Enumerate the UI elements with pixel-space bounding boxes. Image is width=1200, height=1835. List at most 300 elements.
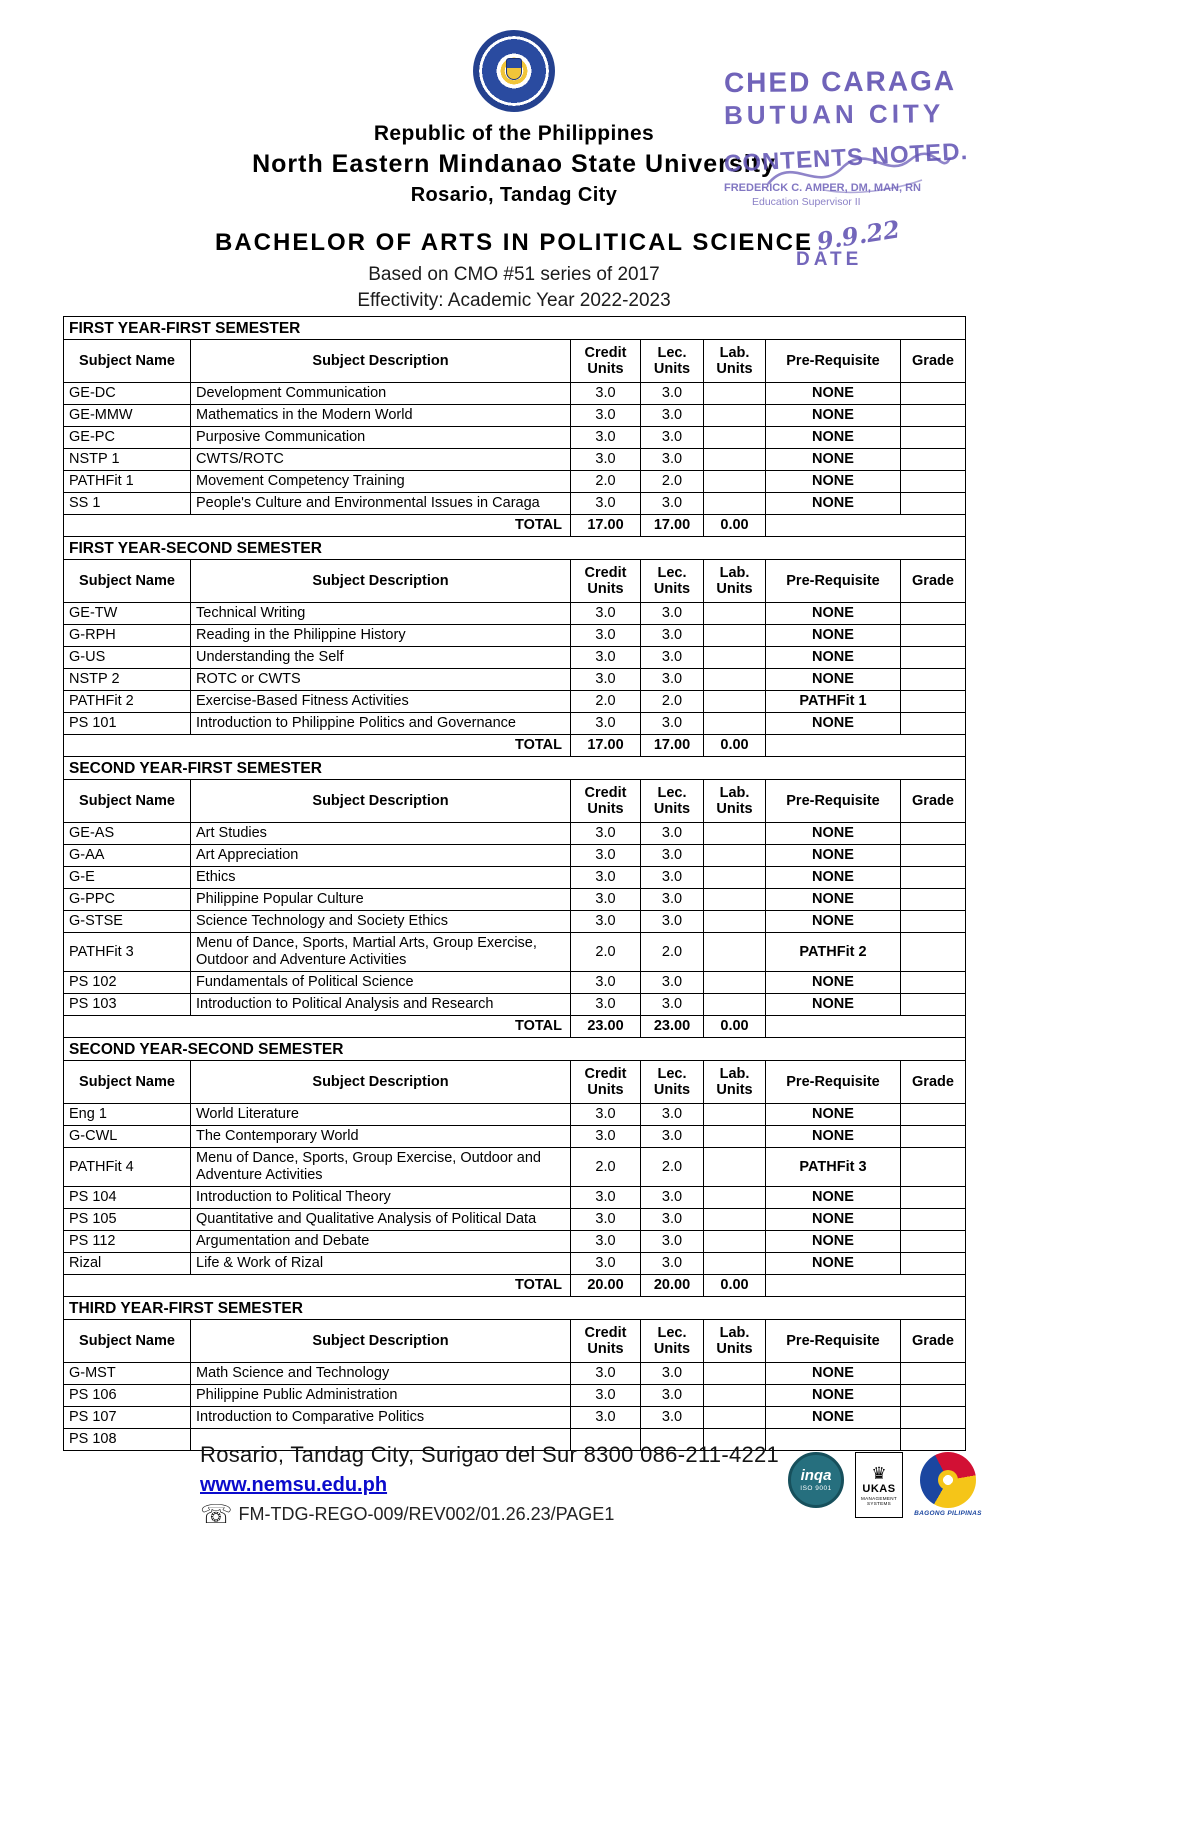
grade [901, 823, 966, 845]
subject-description: Science Technology and Society Ethics [191, 911, 571, 933]
column-header: Subject Description [191, 780, 571, 823]
subject-description: Argumentation and Debate [191, 1231, 571, 1253]
lab-units [704, 647, 766, 669]
grade [901, 1104, 966, 1126]
credit-units: 3.0 [571, 845, 641, 867]
section-title: FIRST YEAR-SECOND SEMESTER [64, 537, 966, 560]
subject-description: People's Culture and Environmental Issues in Caraga [191, 493, 571, 515]
inqa-name: inqa [800, 1467, 832, 1484]
pre-requisite: NONE [766, 845, 901, 867]
semester-section-row [64, 757, 966, 780]
subject-row [64, 405, 966, 427]
subject-name: SS 1 [64, 493, 191, 515]
subject-name: G-RPH [64, 625, 191, 647]
republic-line: Republic of the Philippines [373, 122, 655, 145]
subject-name: PS 102 [64, 972, 191, 994]
section-title: FIRST YEAR-FIRST SEMESTER [64, 317, 966, 340]
column-header: Grade [901, 1061, 966, 1104]
curriculum-table [63, 316, 966, 1451]
grade [901, 405, 966, 427]
credit-units: 3.0 [571, 1209, 641, 1231]
column-header: Pre-Requisite [766, 780, 901, 823]
inqa-circle-icon [788, 1452, 844, 1508]
grade [901, 713, 966, 735]
subject-row [64, 994, 966, 1016]
subject-row [64, 1148, 966, 1187]
lec-units: 2.0 [641, 1148, 704, 1187]
grade [901, 972, 966, 994]
subject-description: Quantitative and Qualitative Analysis of Political Data [191, 1209, 571, 1231]
subject-description: Math Science and Technology [191, 1363, 571, 1385]
lec-units: 3.0 [641, 1104, 704, 1126]
subject-description: Purposive Communication [191, 427, 571, 449]
lab-units [704, 1148, 766, 1187]
subject-description: World Literature [191, 1104, 571, 1126]
subject-row [64, 471, 966, 493]
total-empty-cell [766, 1275, 966, 1297]
subject-row [64, 1187, 966, 1209]
subject-row [64, 972, 966, 994]
pre-requisite: NONE [766, 1104, 901, 1126]
lab-units [704, 493, 766, 515]
lab-units [704, 889, 766, 911]
credit-units: 3.0 [571, 603, 641, 625]
column-header: Subject Name [64, 340, 191, 383]
ukas-badge [855, 1452, 903, 1518]
column-header: Pre-Requisite [766, 1320, 901, 1363]
lec-units: 2.0 [641, 933, 704, 972]
lab-units [704, 713, 766, 735]
pre-requisite: NONE [766, 889, 901, 911]
inqa-iso-badge [788, 1452, 846, 1508]
subject-row [64, 867, 966, 889]
lec-units: 3.0 [641, 1407, 704, 1429]
pre-requisite: PATHFit 2 [766, 933, 901, 972]
program-title: BACHELOR OF ARTS IN POLITICAL SCIENCE [214, 229, 813, 256]
grade [901, 1187, 966, 1209]
subject-row [64, 1209, 966, 1231]
subject-description: Introduction to Political Analysis and Research [191, 994, 571, 1016]
semester-section-row [64, 1038, 966, 1061]
total-row [64, 735, 966, 757]
credit-units: 2.0 [571, 691, 641, 713]
lab-units [704, 1253, 766, 1275]
total-empty-cell [766, 735, 966, 757]
credit-units: 3.0 [571, 867, 641, 889]
lab-units [704, 1385, 766, 1407]
lab-units [704, 603, 766, 625]
column-header: Lab. Units [704, 1061, 766, 1104]
lec-units: 3.0 [641, 1385, 704, 1407]
lab-units [704, 1126, 766, 1148]
grade [901, 911, 966, 933]
subject-name: GE-PC [64, 427, 191, 449]
pre-requisite: NONE [766, 1187, 901, 1209]
lec-units: 3.0 [641, 845, 704, 867]
lec-units: 3.0 [641, 493, 704, 515]
column-header-row [64, 340, 966, 383]
stamp-contents-noted: CONTENTS NOTED. [723, 138, 969, 178]
pre-requisite: NONE [766, 1209, 901, 1231]
subject-name: G-US [64, 647, 191, 669]
credit-units: 3.0 [571, 493, 641, 515]
column-header: Grade [901, 560, 966, 603]
pre-requisite: NONE [766, 383, 901, 405]
pre-requisite: PATHFit 1 [766, 691, 901, 713]
lec-units: 3.0 [641, 405, 704, 427]
column-header: Credit Units [571, 1320, 641, 1363]
university-name: North Eastern Mindanao State University [252, 150, 776, 178]
lab-units [704, 1209, 766, 1231]
grade [901, 1253, 966, 1275]
subject-name: GE-MMW [64, 405, 191, 427]
pre-requisite: NONE [766, 1126, 901, 1148]
credit-units: 3.0 [571, 713, 641, 735]
total-lab-units: 0.00 [704, 735, 766, 757]
lab-units [704, 427, 766, 449]
stamp-signatory-title: Education Supervisor II [752, 196, 861, 208]
footer-website: www.nemsu.edu.ph [200, 1474, 388, 1496]
footer-doc-code: FM-TDG-REGO-009/REV002/01.26.23/PAGE1 [238, 1503, 615, 1524]
subject-description: Introduction to Philippine Politics and Governance [191, 713, 571, 735]
pre-requisite: NONE [766, 405, 901, 427]
grade [901, 845, 966, 867]
pre-requisite: NONE [766, 449, 901, 471]
subject-name: G-STSE [64, 911, 191, 933]
column-header: Subject Description [191, 1061, 571, 1104]
subject-name: PS 108 [64, 1429, 191, 1451]
lab-units [704, 1104, 766, 1126]
credit-units: 3.0 [571, 383, 641, 405]
column-header: Credit Units [571, 780, 641, 823]
pre-requisite: NONE [766, 867, 901, 889]
lab-units [704, 867, 766, 889]
lec-units: 3.0 [641, 603, 704, 625]
subject-description: Menu of Dance, Sports, Martial Arts, Group Exercise, Outdoor and Adventure Activities [191, 933, 571, 972]
subject-row [64, 845, 966, 867]
total-lec-units: 17.00 [641, 735, 704, 757]
subject-name: G-MST [64, 1363, 191, 1385]
subject-row [64, 493, 966, 515]
pre-requisite: NONE [766, 713, 901, 735]
subject-name: G-E [64, 867, 191, 889]
grade [901, 1126, 966, 1148]
bagong-pilipinas-logo-icon [920, 1452, 976, 1508]
lab-units [704, 449, 766, 471]
grade [901, 1385, 966, 1407]
subject-row [64, 1407, 966, 1429]
grade [901, 1148, 966, 1187]
lab-units [704, 972, 766, 994]
subject-name: G-CWL [64, 1126, 191, 1148]
lec-units: 3.0 [641, 1231, 704, 1253]
subject-row [64, 933, 966, 972]
lec-units: 3.0 [641, 1253, 704, 1275]
subject-description: Fundamentals of Political Science [191, 972, 571, 994]
grade [901, 889, 966, 911]
lab-units [704, 405, 766, 427]
lec-units: 3.0 [641, 972, 704, 994]
total-lab-units: 0.00 [704, 515, 766, 537]
lab-units [704, 691, 766, 713]
grade [901, 647, 966, 669]
column-header: Lec. Units [641, 340, 704, 383]
column-header: Subject Description [191, 1320, 571, 1363]
column-header: Subject Name [64, 780, 191, 823]
column-header: Lec. Units [641, 1320, 704, 1363]
stamp-office-line2: BUTUAN CITY [723, 98, 945, 131]
total-label: TOTAL [64, 1275, 571, 1297]
semester-section-row [64, 537, 966, 560]
column-header: Credit Units [571, 340, 641, 383]
credit-units: 3.0 [571, 1187, 641, 1209]
curriculum-table-container [63, 316, 965, 1451]
city-line: Rosario, Tandag City [410, 184, 618, 206]
crown-icon: ♛ [871, 1463, 887, 1483]
subject-name: PS 101 [64, 713, 191, 735]
column-header: Lab. Units [704, 780, 766, 823]
lec-units: 3.0 [641, 713, 704, 735]
grade [901, 1407, 966, 1429]
lec-units: 3.0 [641, 669, 704, 691]
subject-row [64, 647, 966, 669]
cmo-basis-line: Based on CMO #51 series of 2017 [368, 264, 660, 285]
subject-name: PS 105 [64, 1209, 191, 1231]
certification-badges [788, 1452, 984, 1518]
lab-units [704, 994, 766, 1016]
credit-units: 3.0 [571, 1407, 641, 1429]
pre-requisite: NONE [766, 493, 901, 515]
subject-row [64, 1385, 966, 1407]
subject-name: GE-AS [64, 823, 191, 845]
subject-description: Mathematics in the Modern World [191, 405, 571, 427]
subject-row [64, 713, 966, 735]
subject-description: Movement Competency Training [191, 471, 571, 493]
lec-units: 3.0 [641, 1363, 704, 1385]
credit-units: 3.0 [571, 994, 641, 1016]
pre-requisite: NONE [766, 823, 901, 845]
total-label: TOTAL [64, 735, 571, 757]
column-header: Lec. Units [641, 780, 704, 823]
subject-name: Rizal [64, 1253, 191, 1275]
total-credit-units: 17.00 [571, 735, 641, 757]
credit-units: 2.0 [571, 471, 641, 493]
pre-requisite: NONE [766, 1407, 901, 1429]
grade [901, 625, 966, 647]
pre-requisite: NONE [766, 1231, 901, 1253]
column-header: Subject Name [64, 1061, 191, 1104]
subject-name: PS 103 [64, 994, 191, 1016]
total-credit-units: 23.00 [571, 1016, 641, 1038]
total-row [64, 1016, 966, 1038]
lec-units: 3.0 [641, 1187, 704, 1209]
subject-name: PATHFit 3 [64, 933, 191, 972]
lec-units: 3.0 [641, 449, 704, 471]
subject-name: PATHFit 1 [64, 471, 191, 493]
column-header: Grade [901, 1320, 966, 1363]
subject-description: CWTS/ROTC [191, 449, 571, 471]
column-header: Pre-Requisite [766, 560, 901, 603]
lab-units [704, 471, 766, 493]
lab-units [704, 1407, 766, 1429]
subject-name: G-PPC [64, 889, 191, 911]
pre-requisite: NONE [766, 1363, 901, 1385]
lec-units: 2.0 [641, 691, 704, 713]
column-header: Subject Name [64, 1320, 191, 1363]
grade [901, 994, 966, 1016]
pre-requisite: NONE [766, 427, 901, 449]
credit-units: 3.0 [571, 1253, 641, 1275]
footer-doccode-row [200, 1501, 779, 1527]
credit-units: 3.0 [571, 647, 641, 669]
bagong-pilipinas-label: BAGONG PILIPINAS [914, 1510, 982, 1517]
subject-description: Ethics [191, 867, 571, 889]
total-row [64, 1275, 966, 1297]
column-header: Credit Units [571, 560, 641, 603]
credit-units: 3.0 [571, 1385, 641, 1407]
column-header-row [64, 1061, 966, 1104]
subject-name: Eng 1 [64, 1104, 191, 1126]
subject-name: NSTP 2 [64, 669, 191, 691]
subject-row [64, 1253, 966, 1275]
column-header: Pre-Requisite [766, 1061, 901, 1104]
semester-section-row [64, 1297, 966, 1320]
grade [901, 383, 966, 405]
subject-row [64, 625, 966, 647]
pre-requisite: PATHFit 3 [766, 1148, 901, 1187]
lab-units [704, 1187, 766, 1209]
subject-description: Introduction to Comparative Politics [191, 1407, 571, 1429]
total-empty-cell [766, 515, 966, 537]
credit-units: 3.0 [571, 669, 641, 691]
pre-requisite: NONE [766, 911, 901, 933]
grade [901, 449, 966, 471]
column-header: Lab. Units [704, 1320, 766, 1363]
total-credit-units: 17.00 [571, 515, 641, 537]
stamp-signatory-name: FREDERICK C. AMPER, DM, MAN, RN [724, 182, 921, 194]
lab-units [704, 933, 766, 972]
subject-row [64, 1363, 966, 1385]
subject-description: Art Appreciation [191, 845, 571, 867]
credit-units: 3.0 [571, 823, 641, 845]
grade [901, 691, 966, 713]
lec-units: 2.0 [641, 471, 704, 493]
subject-row [64, 603, 966, 625]
credit-units: 3.0 [571, 449, 641, 471]
lab-units [704, 845, 766, 867]
grade [901, 1231, 966, 1253]
subject-row [64, 889, 966, 911]
column-header: Lab. Units [704, 340, 766, 383]
credit-units: 3.0 [571, 1231, 641, 1253]
fax-icon: ☏ [200, 1499, 233, 1529]
section-title: THIRD YEAR-FIRST SEMESTER [64, 1297, 966, 1320]
lec-units: 3.0 [641, 911, 704, 933]
column-header-row [64, 560, 966, 603]
section-title: SECOND YEAR-FIRST SEMESTER [64, 757, 966, 780]
subject-name: PS 104 [64, 1187, 191, 1209]
university-seal-icon [473, 30, 555, 112]
subject-description: Exercise-Based Fitness Activities [191, 691, 571, 713]
lab-units [704, 383, 766, 405]
subject-row [64, 449, 966, 471]
subject-description: Philippine Popular Culture [191, 889, 571, 911]
ukas-name: UKAS [862, 1482, 896, 1495]
subject-name: PS 106 [64, 1385, 191, 1407]
subject-name: GE-DC [64, 383, 191, 405]
total-lec-units: 17.00 [641, 515, 704, 537]
subject-row [64, 427, 966, 449]
credit-units: 3.0 [571, 889, 641, 911]
pre-requisite: NONE [766, 471, 901, 493]
total-lab-units: 0.00 [704, 1016, 766, 1038]
subject-description: The Contemporary World [191, 1126, 571, 1148]
grade [901, 1363, 966, 1385]
lab-units [704, 1231, 766, 1253]
subject-description: Introduction to Political Theory [191, 1187, 571, 1209]
pre-requisite: NONE [766, 972, 901, 994]
lec-units: 3.0 [641, 1126, 704, 1148]
column-header: Lab. Units [704, 560, 766, 603]
grade [901, 669, 966, 691]
lec-units: 3.0 [641, 867, 704, 889]
grade [901, 933, 966, 972]
credit-units: 3.0 [571, 911, 641, 933]
total-lec-units: 20.00 [641, 1275, 704, 1297]
grade [901, 1209, 966, 1231]
pre-requisite: NONE [766, 669, 901, 691]
credit-units: 2.0 [571, 1148, 641, 1187]
total-lec-units: 23.00 [641, 1016, 704, 1038]
credit-units: 3.0 [571, 1104, 641, 1126]
subject-row [64, 1126, 966, 1148]
lec-units: 3.0 [641, 889, 704, 911]
total-label: TOTAL [64, 515, 571, 537]
subject-row [64, 691, 966, 713]
subject-row [64, 1104, 966, 1126]
subject-description: Philippine Public Administration [191, 1385, 571, 1407]
lec-units: 3.0 [641, 647, 704, 669]
subject-row [64, 1231, 966, 1253]
inqa-iso-label: ISO 9001 [800, 1485, 832, 1492]
subject-row [64, 823, 966, 845]
subject-description: Development Communication [191, 383, 571, 405]
lab-units [704, 823, 766, 845]
column-header-row [64, 1320, 966, 1363]
column-header: Subject Name [64, 560, 191, 603]
subject-description: Life & Work of Rizal [191, 1253, 571, 1275]
subject-description: ROTC or CWTS [191, 669, 571, 691]
lec-units: 3.0 [641, 823, 704, 845]
lab-units [704, 669, 766, 691]
pre-requisite: NONE [766, 625, 901, 647]
effectivity-line: Effectivity: Academic Year 2022-2023 [357, 290, 671, 311]
grade [901, 427, 966, 449]
subject-name: PATHFit 4 [64, 1148, 191, 1187]
grade [901, 603, 966, 625]
column-header: Pre-Requisite [766, 340, 901, 383]
column-header: Subject Description [191, 340, 571, 383]
semester-section-row [64, 317, 966, 340]
lec-units: 3.0 [641, 427, 704, 449]
column-header: Credit Units [571, 1061, 641, 1104]
credit-units: 3.0 [571, 405, 641, 427]
grade [901, 1429, 966, 1451]
total-credit-units: 20.00 [571, 1275, 641, 1297]
lab-units [704, 1363, 766, 1385]
subject-name: GE-TW [64, 603, 191, 625]
column-header: Grade [901, 780, 966, 823]
